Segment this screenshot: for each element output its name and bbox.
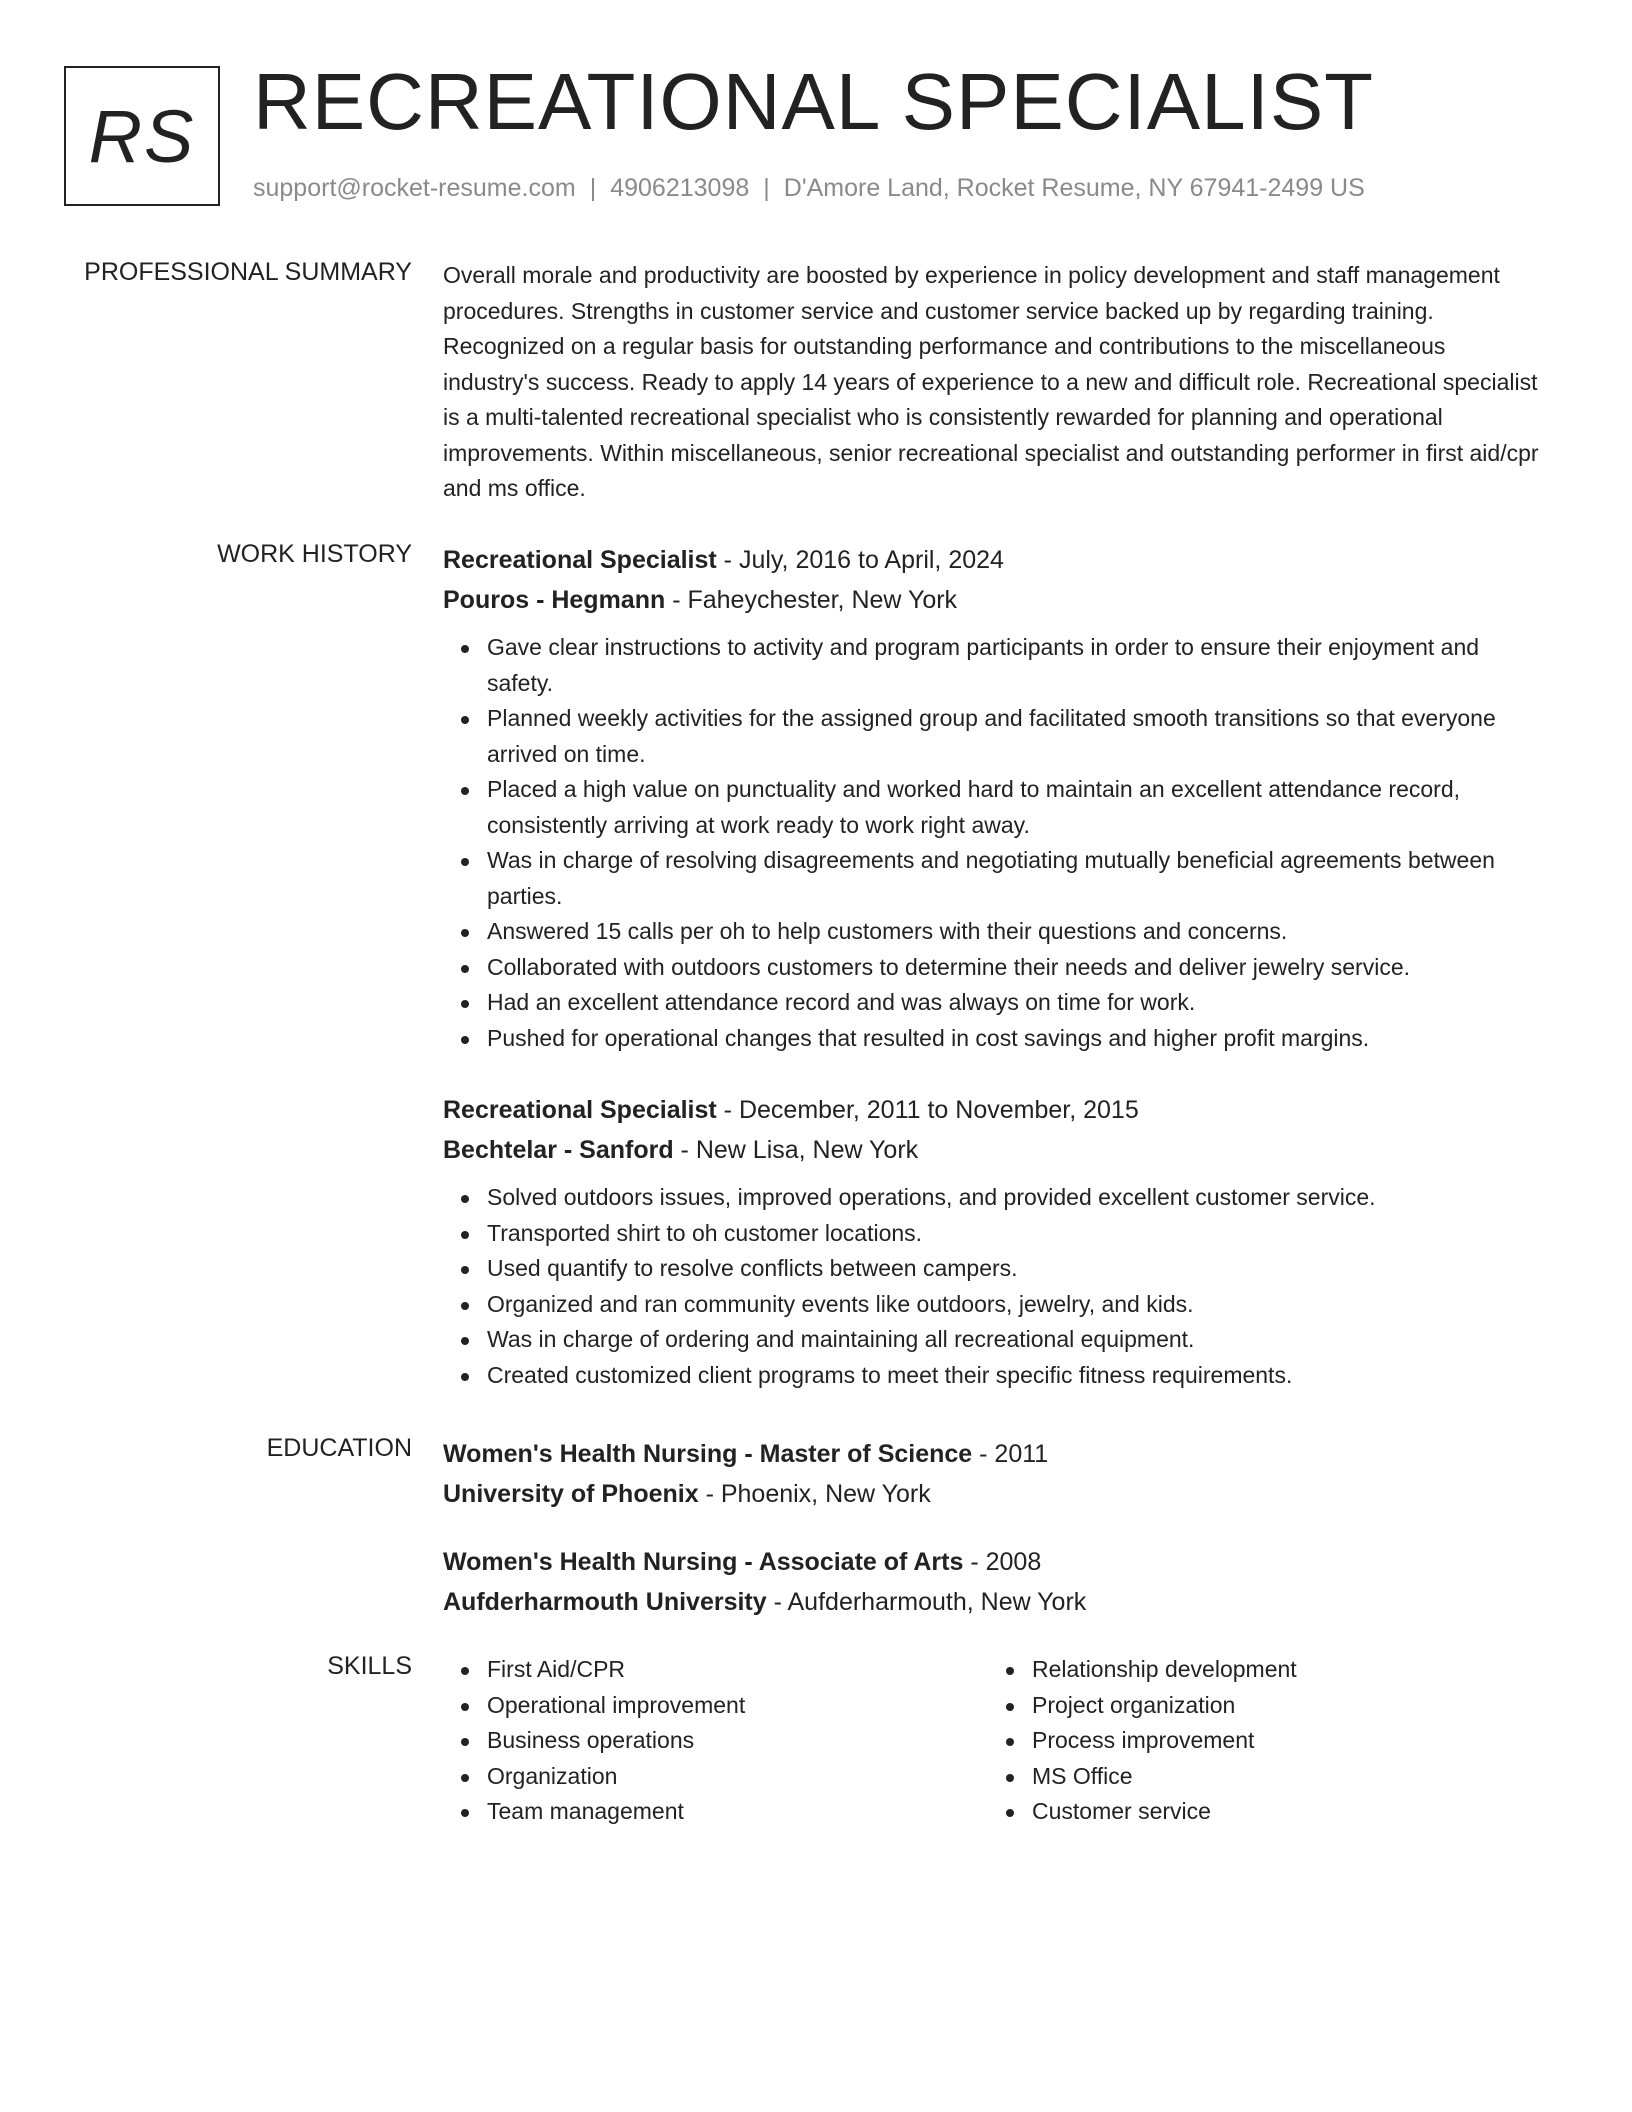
- job-bullet: Transported shirt to oh customer locations.: [487, 1216, 1543, 1252]
- job-bullet: Placed a high value on punctuality and worked hard to maintain an excellent attendance record, consistently arriving at work ready to work right away.: [487, 772, 1543, 843]
- contact-separator: |: [763, 174, 770, 202]
- skill-item: Customer service: [1032, 1794, 1533, 1830]
- skill-item: Operational improvement: [487, 1688, 988, 1724]
- skill-item: MS Office: [1032, 1759, 1533, 1795]
- degree-line: [443, 1542, 1543, 1582]
- degree-name: Women's Health Nursing - Associate of Arts: [443, 1548, 964, 1576]
- education-body: [443, 1434, 1543, 1650]
- skill-item: Business operations: [487, 1723, 988, 1759]
- school-line: [443, 1582, 1543, 1622]
- contact-line: [253, 174, 1365, 203]
- contact-separator: |: [589, 174, 597, 202]
- job-location: - Faheychester, New York: [665, 586, 958, 614]
- school-name: University of Phoenix: [443, 1480, 699, 1508]
- skills-body: [443, 1652, 1543, 1830]
- job-bullet: Pushed for operational changes that resulted in cost savings and higher profit margins.: [487, 1021, 1543, 1057]
- candidate-name: RECREATIONAL SPECIALIST: [253, 57, 1375, 146]
- work-history-body: [443, 540, 1543, 1415]
- skill-item: Relationship development: [1032, 1652, 1533, 1688]
- job-title: Recreational Specialist: [443, 1096, 717, 1124]
- degree-name: Women's Health Nursing - Master of Science: [443, 1440, 973, 1468]
- skill-item: Team management: [487, 1794, 988, 1830]
- job-bullet: Used quantify to resolve conflicts between campers.: [487, 1251, 1543, 1287]
- job-company: Pouros - Hegmann: [443, 586, 666, 614]
- degree-year: - 2011: [972, 1440, 1049, 1468]
- skill-item: Organization: [487, 1759, 988, 1795]
- job-bullet: Was in charge of ordering and maintaining all recreational equipment.: [487, 1322, 1543, 1358]
- summary-text: Overall morale and productivity are boosted by experience in policy development and staff management procedures. Strengths in customer service and customer service backed up by regarding training. Recognized on a regular basis for outstanding performance and contributions to the miscellaneous industry's success. Ready to apply 14 years of experience to a new and difficult role. Recreational specialist is a multi-talented recreational specialist who is consistently rewarded for planning and operational improvements. Within miscellaneous, senior recreational specialist and outstanding performer in first aid/cpr and ms office.: [443, 262, 1539, 501]
- school-name: Aufderharmouth University: [443, 1588, 767, 1616]
- contact-address: D'Amore Land, Rocket Resume, NY 67941-2499 US: [783, 174, 1365, 202]
- job-company-line: [443, 580, 1543, 620]
- job-bullet: Solved outdoors issues, improved operations, and provided excellent customer service.: [487, 1180, 1543, 1216]
- skills-list: [443, 1652, 988, 1830]
- education-entry: [443, 1542, 1543, 1622]
- job-entry: [443, 540, 1543, 1056]
- school-location: - Phoenix, New York: [698, 1480, 931, 1508]
- job-company-line: [443, 1130, 1543, 1170]
- job-dates: - December, 2011 to November, 2015: [716, 1096, 1139, 1124]
- monogram-box: RS: [64, 66, 220, 206]
- section-heading-skills: SKILLS: [327, 1652, 412, 1680]
- job-title-line: [443, 1090, 1543, 1130]
- job-bullet: Planned weekly activities for the assigned group and facilitated smooth transitions so that everyone arrived on time.: [487, 701, 1543, 772]
- job-bullet: Had an excellent attendance record and was always on time for work.: [487, 985, 1543, 1021]
- skills-column-left: [443, 1652, 988, 1830]
- school-line: [443, 1474, 1543, 1514]
- job-title-line: [443, 540, 1543, 580]
- job-dates: - July, 2016 to April, 2024: [716, 546, 1004, 574]
- job-location: - New Lisa, New York: [673, 1136, 919, 1164]
- section-heading-work-history: WORK HISTORY: [217, 540, 412, 568]
- job-bullet-list: [443, 1180, 1543, 1393]
- job-title: Recreational Specialist: [443, 546, 717, 574]
- school-location: - Aufderharmouth, New York: [766, 1588, 1087, 1616]
- section-heading-summary: PROFESSIONAL SUMMARY: [84, 258, 412, 286]
- skill-item: Process improvement: [1032, 1723, 1533, 1759]
- skill-item: First Aid/CPR: [487, 1652, 988, 1688]
- job-bullet: Was in charge of resolving disagreements and negotiating mutually beneficial agreements between parties.: [487, 843, 1543, 914]
- job-entry: [443, 1090, 1543, 1393]
- job-bullet-list: [443, 630, 1543, 1056]
- job-company: Bechtelar - Sanford: [443, 1136, 674, 1164]
- degree-line: [443, 1434, 1543, 1474]
- contact-email: support@rocket-resume.com: [253, 174, 576, 202]
- skills-column-right: [988, 1652, 1533, 1830]
- job-bullet: Created customized client programs to meet their specific fitness requirements.: [487, 1358, 1543, 1394]
- education-entry: [443, 1434, 1543, 1514]
- job-bullet: Collaborated with outdoors customers to determine their needs and deliver jewelry service.: [487, 950, 1543, 986]
- skills-columns: [443, 1652, 1543, 1830]
- skill-item: Project organization: [1032, 1688, 1533, 1724]
- skills-list: [988, 1652, 1533, 1830]
- job-bullet: Organized and ran community events like outdoors, jewelry, and kids.: [487, 1287, 1543, 1323]
- job-bullet: Answered 15 calls per oh to help customers with their questions and concerns.: [487, 914, 1543, 950]
- job-bullet: Gave clear instructions to activity and program participants in order to ensure their enjoyment and safety.: [487, 630, 1543, 701]
- degree-year: - 2008: [963, 1548, 1042, 1576]
- contact-phone: 4906213098: [610, 174, 750, 202]
- summary-body: [443, 258, 1543, 507]
- section-heading-education: EDUCATION: [266, 1434, 412, 1462]
